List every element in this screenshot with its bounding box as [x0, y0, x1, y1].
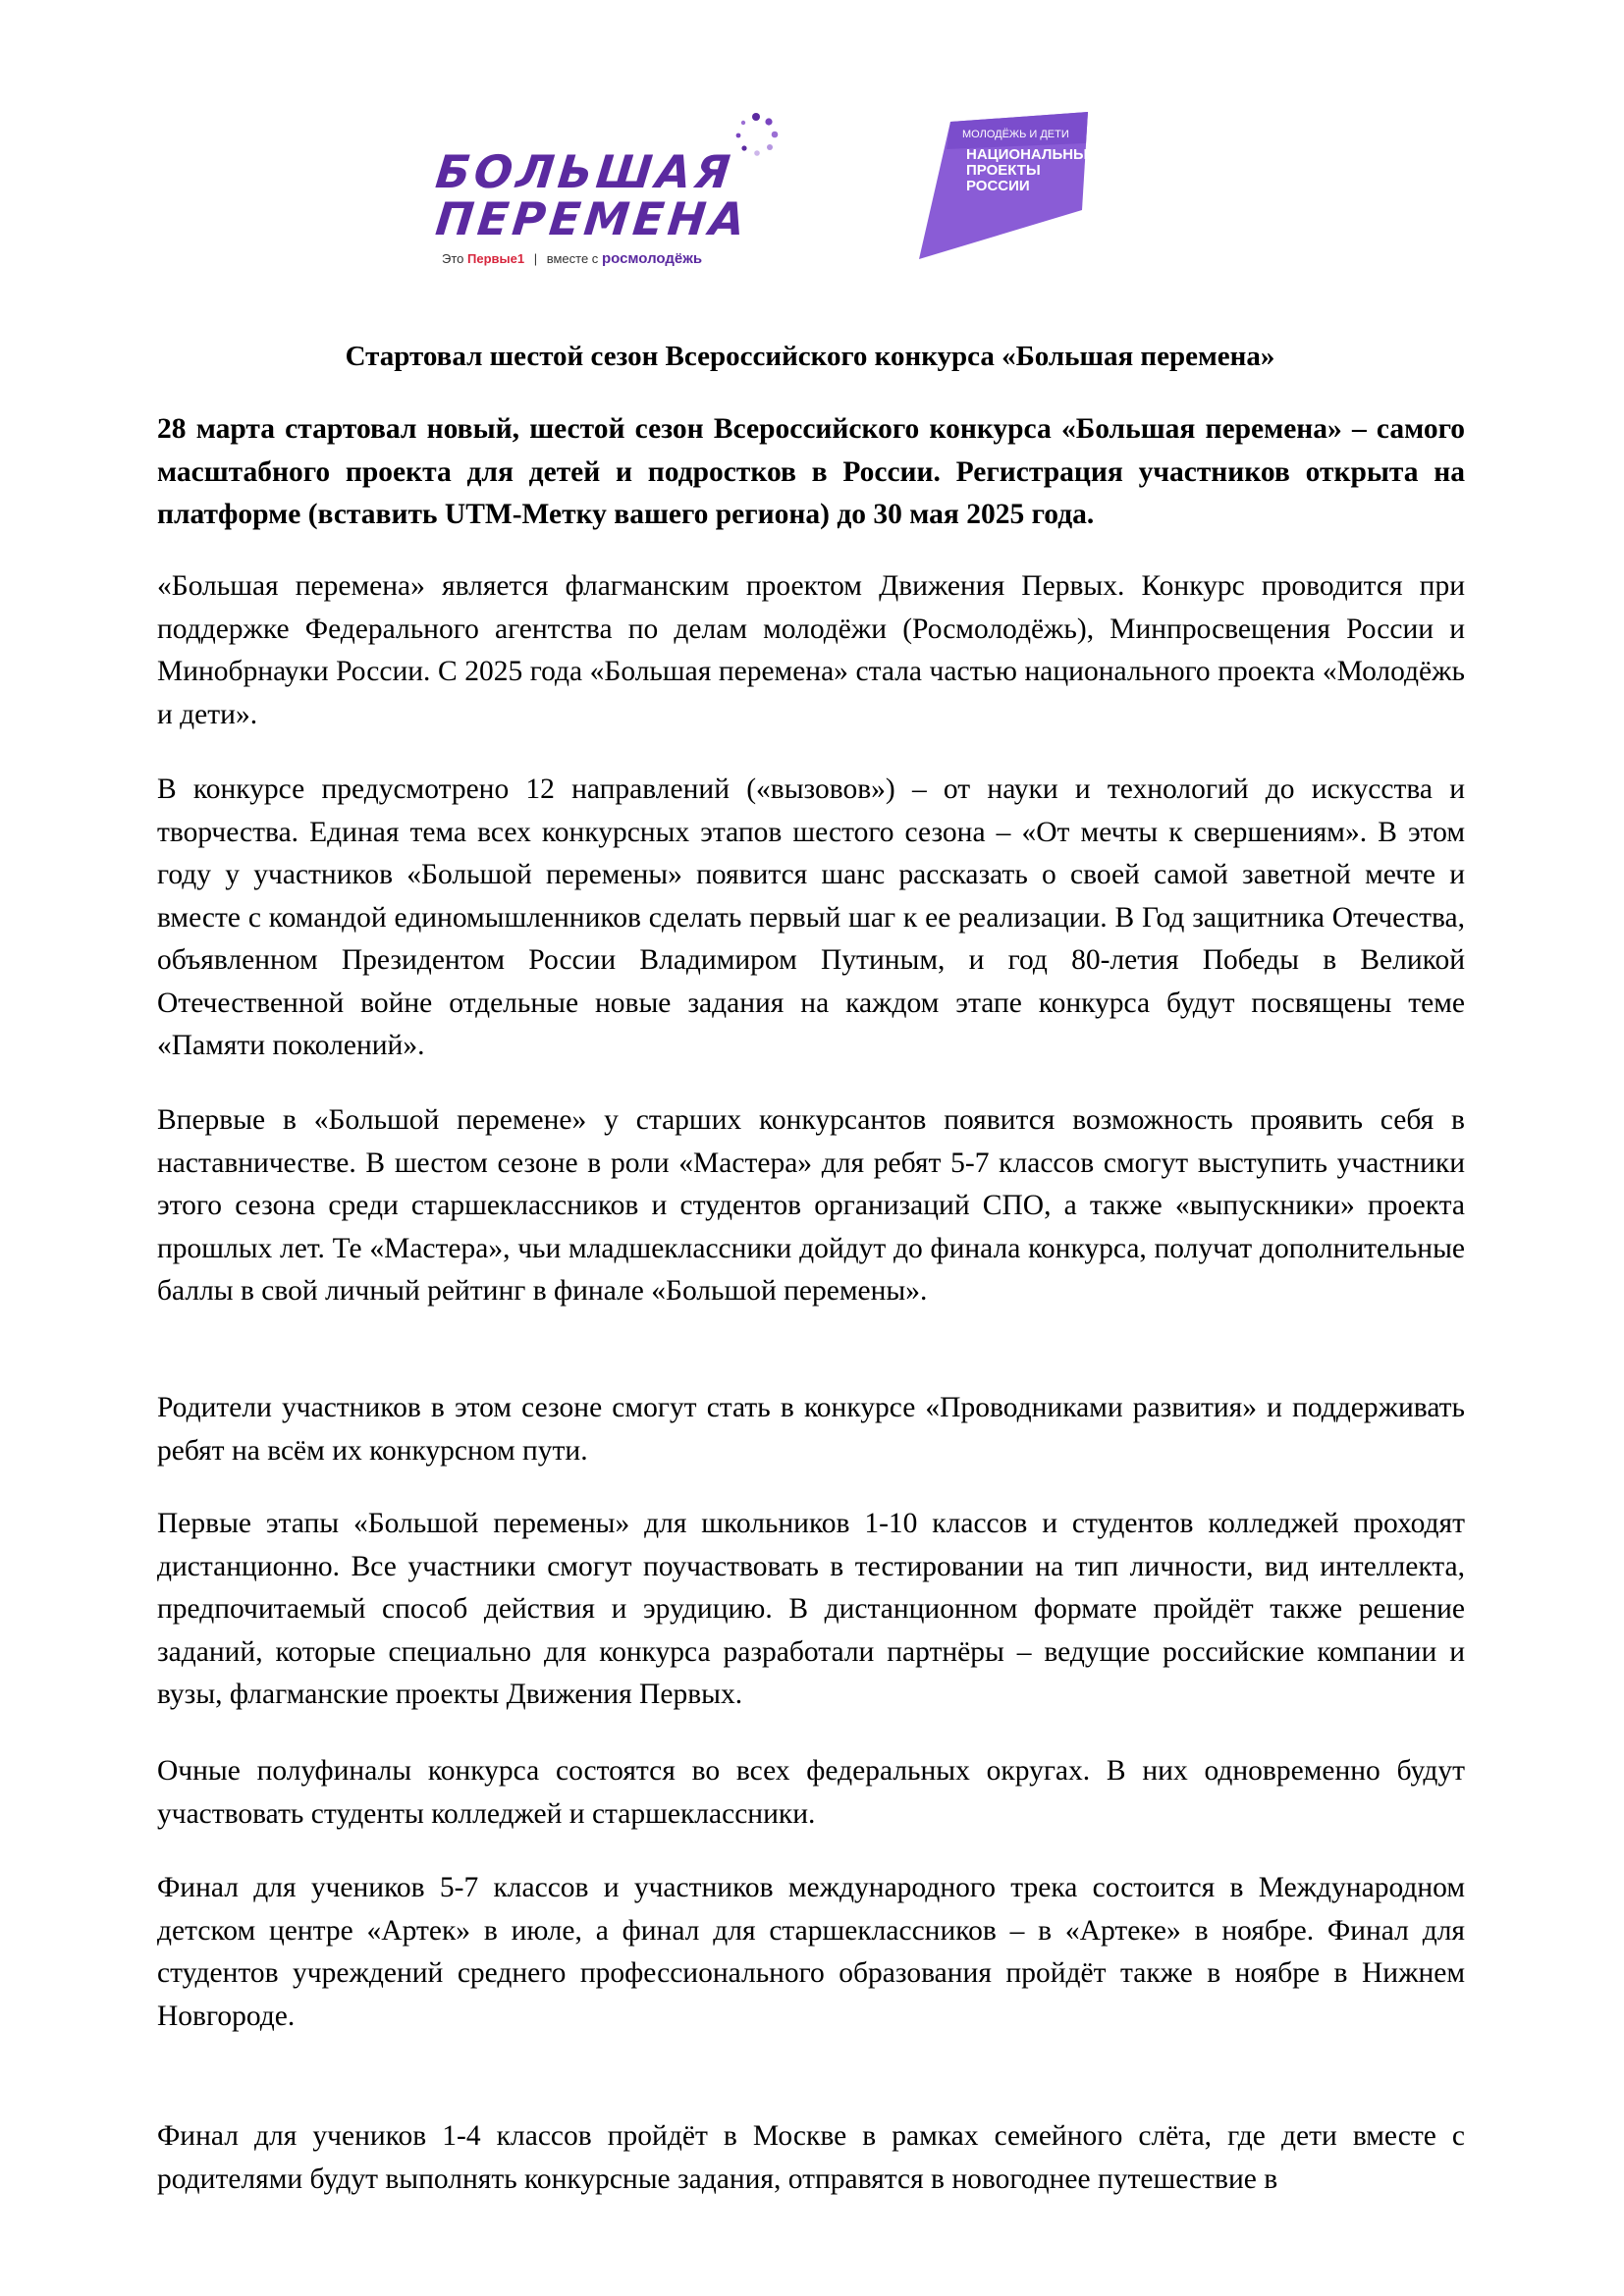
tagline-brand-pervye: Первые	[467, 251, 517, 266]
document-title: Стартовал шестой сезон Всероссийского конкурса «Большая перемена»	[345, 341, 1275, 372]
tagline-prefix: Это	[442, 251, 464, 266]
body-paragraph: Первые этапы «Большой перемены» для школьников 1-10 классов и студентов колледжей проходят дистанционно. Все участники смогут поучаствовать в тестировании на тип личности, вид интеллекта, предпочитаемый способ действия и эрудицию. В дистанционном формате пройдёт также решение заданий, которые специально для конкурса разработали партнёры – ведущие российские компании и вузы, флагманские проекты Движения Первых.	[157, 1508, 1465, 1710]
logo-word-line1: БОЛЬШАЯ	[433, 145, 737, 198]
tagline-middle: вместе с	[546, 251, 599, 266]
body-paragraph: Очные полуфиналы конкурса состоятся во всех федеральных округах. В них одновременно будут участвовать студенты колледжей и старшеклассники.	[157, 1755, 1465, 1830]
body-paragraph: Родители участников в этом сезоне смогут стать в конкурсе «Проводниками развития» и поддерживать ребят на всём их конкурсном пути.	[157, 1392, 1465, 1467]
national-projects-top-label: МОЛОДЁЖЬ И ДЕТИ	[962, 129, 1069, 140]
body-paragraph: Финал для учеников 1-4 классов пройдёт в Москве в рамках семейного слёта, где дети вместе с родителями будут выполнять конкурсные задания, отправятся в новогоднее путешествие в	[157, 2120, 1465, 2195]
national-projects-line2: ПРОЕКТЫ	[966, 162, 1041, 179]
logo-word-line2: ПЕРЕМЕНА	[433, 192, 752, 245]
body-paragraph: Впервые в «Большой перемене» у старших конкурсантов появится возможность проявить себя в наставничестве. В шестом сезоне в роли «Мастера» для ребят 5-7 классов смогут выступить участники этого сезона среди старшеклассников и студентов организаций СПО, а также «выпускники» проекта прошлых лет. Те «Мастера», чьи младшеклассники дойдут до финала конкурса, получат дополнительные баллы в свой личный рейтинг в финале «Большой перемены».	[157, 1104, 1465, 1307]
body-paragraph: Финал для учеников 5-7 классов и участников международного трека состоится в Международном детском центре «Артек» в июле, а финал для старшеклассников – в «Артеке» в ноябре. Финал для студентов учреждений среднего профессионального образования пройдёт также в ноябре в Нижнем Новгороде.	[157, 1872, 1465, 2032]
national-projects-logo	[913, 110, 1098, 262]
body-paragraph: В конкурсе предусмотрено 12 направлений («вызовов») – от науки и технологий до искусства и творчества. Единая тема всех конкурсных этапов шестого сезона – «От мечты к свершениям». В этом году у участников «Большой перемены» появится шанс рассказать о своей самой заветной мечте и вместе с командой единомышленников сделать первый шаг к ее реализации. В Год защитника Отечества, объявленном Президентом России Владимиром Путиным, и год 80-летия Победы в Великой Отечественной войне отдельные новые задания на каждом этапе конкурса будут посвящены теме «Памяти поколений».	[157, 774, 1465, 1061]
national-projects-line3: РОССИИ	[966, 178, 1030, 194]
logo-tagline	[442, 250, 702, 267]
tagline-brand-mark: 1	[516, 251, 525, 266]
tagline-brand-rosmolodezh: росмолодёжь	[601, 250, 703, 267]
body-paragraph: «Большая перемена» является флагманским проектом Движения Первых. Конкурс проводится при поддержке Федерального агентства по делам молодёжи (Росмолодёжь), Минпросвещения России и Минобрнауки России. С 2025 года «Большая перемена» стала частью национального проекта «Молодёжь и дети».	[157, 570, 1465, 730]
bolshaya-peremena-logo	[432, 103, 785, 275]
lead-paragraph: 28 марта стартовал новый, шестой сезон Всероссийского конкурса «Большая перемена» – самого масштабного проекта для детей и подростков в России. Регистрация участников открыта на платформе (вставить UTM-Метку вашего региона) до 30 мая 2025 года.	[157, 413, 1465, 530]
national-projects-line1: НАЦИОНАЛЬНЫЕ	[966, 146, 1098, 163]
national-projects-name	[966, 147, 1098, 194]
tagline-separator: |	[533, 251, 538, 266]
dots-ring-icon	[731, 111, 781, 160]
